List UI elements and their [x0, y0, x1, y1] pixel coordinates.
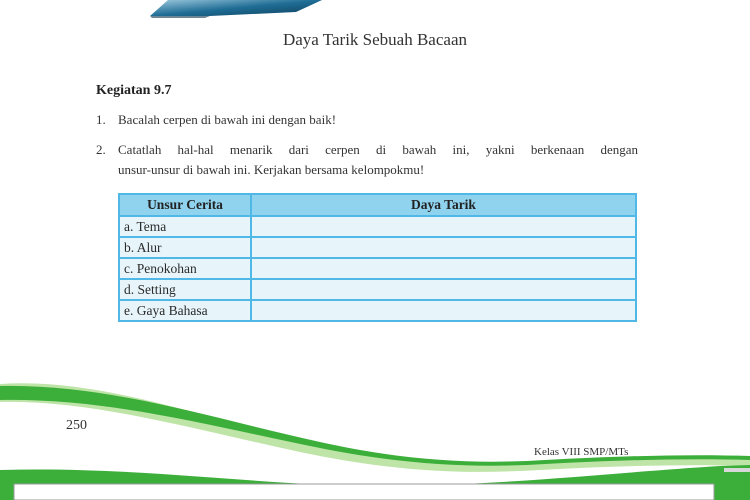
column-header-unsur-cerita: Unsur Cerita	[119, 194, 251, 216]
top-decoration-shape	[0, 0, 750, 30]
instruction-text-line: unsur-unsur di bawah ini. Kerjakan bersama kelompokmu!	[118, 162, 425, 177]
daya-tarik-cell[interactable]	[251, 258, 636, 279]
unsur-cell: e. Gaya Bahasa	[119, 300, 251, 321]
instruction-text: Bacalah cerpen di bawah ini dengan baik!	[118, 112, 337, 127]
table-row	[119, 216, 636, 237]
table-row	[119, 237, 636, 258]
daya-tarik-cell[interactable]	[251, 279, 636, 300]
activity-title: Kegiatan 9.7	[96, 83, 172, 98]
instruction-item	[96, 110, 641, 130]
daya-tarik-cell[interactable]	[251, 216, 636, 237]
table-header-row	[119, 194, 636, 216]
column-header-daya-tarik: Daya Tarik	[251, 194, 636, 216]
unsur-cell: d. Setting	[119, 279, 251, 300]
page-number: 250	[66, 418, 87, 433]
instruction-text-line: Catatlah hal-hal menarik dari cerpen di bawah ini, yakni berkenaan dengan	[118, 142, 638, 157]
table-row	[119, 300, 636, 321]
book-label: Kelas VIII SMP/MTs	[534, 446, 629, 458]
story-elements-table	[118, 193, 637, 322]
daya-tarik-cell[interactable]	[251, 237, 636, 258]
instruction-number: 1.	[96, 112, 106, 127]
unsur-cell: c. Penokohan	[119, 258, 251, 279]
page-header-title: Daya Tarik Sebuah Bacaan	[282, 30, 467, 49]
table-row	[119, 279, 636, 300]
unsur-cell: b. Alur	[119, 237, 251, 258]
table-row	[119, 258, 636, 279]
instruction-number: 2.	[96, 142, 106, 157]
instruction-text	[118, 140, 638, 180]
footer-wave-decoration	[0, 370, 750, 500]
instruction-item	[96, 140, 641, 180]
unsur-cell: a. Tema	[119, 216, 251, 237]
daya-tarik-cell[interactable]	[251, 300, 636, 321]
